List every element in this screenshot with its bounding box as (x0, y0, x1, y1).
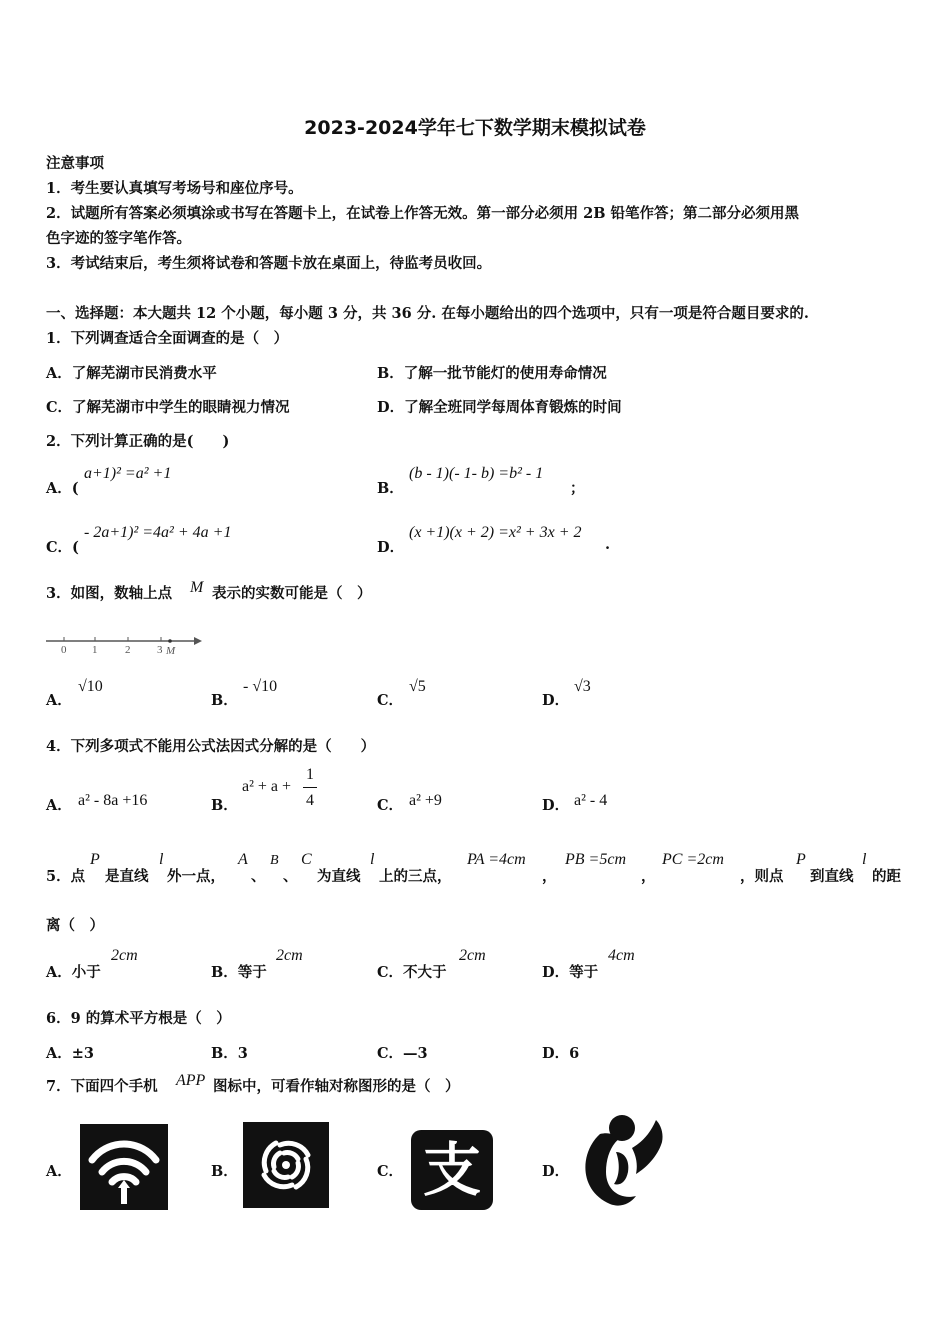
q5-text: 的距 (872, 868, 901, 885)
notice-item: 2．试题所有答案必须填涂或书写在答题卡上，在试卷上作答无效。第一部分必须用 2B 铅笔作答；第二部分必须用黑 (46, 205, 800, 222)
q5-pa: PA =4cm (467, 851, 526, 868)
q2-option-d-tail: . (605, 536, 611, 553)
q1-option-a: A．了解芜湖市民消费水平 (46, 365, 217, 382)
q3-option-a: A． (46, 692, 72, 709)
tick-label: 1 (92, 644, 98, 656)
tick-label: 2 (125, 644, 131, 656)
q5-pb: PB =5cm (565, 851, 626, 868)
q5-var-l: l (862, 851, 867, 868)
q3-stem-var: M (190, 579, 204, 596)
q5-pc: PC =2cm (662, 851, 724, 868)
q1-option-b: B．了解一批节能灯的使用寿命情况 (377, 365, 607, 382)
q5-var-a: A (238, 851, 248, 868)
q6-option-a: A．±3 (46, 1045, 94, 1062)
q2-option-c-expr: - 2a+1)² =4a² + 4a +1 (84, 524, 232, 541)
q5-var-l: l (370, 851, 375, 868)
q5-text: 上的三点， (379, 868, 452, 885)
q4-option-a: A． (46, 797, 72, 814)
fraction-bar (303, 787, 317, 788)
q5-text: 为直线 (317, 868, 361, 885)
q4-option-b-val: a² + a + (242, 778, 292, 795)
q5-var-p: P (90, 851, 100, 868)
q5-sep: 、 (283, 868, 298, 885)
q2-option-d: D． (377, 539, 405, 556)
q5-comma: ， (641, 868, 656, 885)
q5-option-c-val: 2cm (459, 947, 486, 964)
q4-option-b: B． (211, 797, 238, 814)
q2-option-d-expr: (x +1)(x + 2) =x² + 3x + 2 (409, 524, 582, 541)
q5-option-a: A．小于 (46, 964, 101, 981)
q3-stem-pre: 3．如图，数轴上点 (46, 585, 173, 602)
q7-stem-pre: 7．下面四个手机 (46, 1078, 158, 1095)
q5-var-p: P (796, 851, 806, 868)
q3-option-b-val: - √10 (243, 678, 278, 695)
q5-text: ，则点 (740, 868, 784, 885)
q7-stem-post: 图标中，可看作轴对称图形的是（ ） (213, 1078, 460, 1095)
q4-option-c-val: a² +9 (409, 792, 442, 809)
point-label: M (166, 645, 176, 657)
q2-option-b: B． (377, 480, 404, 497)
q5-text: 到直线 (810, 868, 854, 885)
q2-option-c: C．( (46, 539, 79, 556)
page-title: 2023-2024学年七下数学期末模拟试卷 (304, 117, 646, 139)
q5-text: 5．点 (46, 868, 86, 885)
q2-option-a-expr: a+1)² =a² +1 (84, 465, 172, 482)
notice-heading: 注意事项 (46, 155, 104, 172)
q3-stem-post: 表示的实数可能是（ ） (212, 585, 372, 602)
q7-stem-var: APP (176, 1072, 206, 1089)
point-m (168, 639, 172, 643)
q5-option-a-val: 2cm (111, 947, 138, 964)
q6-option-b: B．3 (211, 1045, 248, 1062)
q4-stem: 4．下列多项式不能用公式法因式分解的是（ ） (46, 738, 376, 755)
alipay-icon: 支 (411, 1130, 493, 1210)
q4-option-b-denominator: 4 (306, 792, 314, 809)
q6-stem: 6．9 的算术平方根是（ ） (46, 1010, 231, 1027)
number-line (44, 630, 204, 658)
q6-option-d: D．6 (542, 1045, 580, 1062)
q5-option-d: D．等于 (542, 964, 599, 981)
q5-text: 是直线 (105, 868, 149, 885)
q3-option-c-val: √5 (409, 678, 426, 695)
q5-comma: ， (542, 868, 557, 885)
q1-option-c: C．了解芜湖市中学生的眼睛视力情况 (46, 399, 290, 416)
q5-var-c: C (301, 851, 312, 868)
q6-option-c: C．—3 (377, 1045, 428, 1062)
q5-text-line2: 离（ ） (46, 917, 104, 934)
q3-option-d-val: √3 (574, 678, 591, 695)
q5-var-b: B (270, 853, 279, 868)
tick-label: 3 (157, 644, 163, 656)
section-heading: 一、选择题：本大题共 12 个小题，每小题 3 分，共 36 分. 在每小题给出的四个选项中，只有一项是符合题目要求的. (46, 305, 809, 322)
q7-option-a: A． (46, 1163, 72, 1180)
q3-option-c: C． (377, 692, 404, 709)
q7-option-d: D． (542, 1163, 570, 1180)
q1-option-d: D．了解全班同学每周体育锻炼的时间 (377, 399, 622, 416)
q5-text: 外一点， (167, 868, 225, 885)
notice-item: 色字迹的签字笔作答。 (46, 230, 191, 247)
q5-var-l: l (159, 851, 164, 868)
q4-option-d-val: a² - 4 (574, 792, 608, 809)
q2-option-b-tail: ； (570, 480, 585, 497)
person-logo-icon (580, 1112, 668, 1210)
wifi-icon (80, 1124, 168, 1210)
q5-option-b: B．等于 (211, 964, 267, 981)
q4-option-a-val: a² - 8a +16 (78, 792, 148, 809)
notice-item: 1．考生要认真填写考场号和座位序号。 (46, 180, 303, 197)
q3-option-b: B． (211, 692, 238, 709)
q2-option-b-expr: (b - 1)(- 1- b) =b² - 1 (409, 465, 544, 482)
number-line-arrow (194, 637, 202, 645)
tick-label: 0 (61, 644, 67, 656)
q3-option-d: D． (542, 692, 570, 709)
q2-option-a: A．( (46, 480, 79, 497)
q4-option-d: D． (542, 797, 570, 814)
q7-option-b: B． (211, 1163, 238, 1180)
q4-option-b-numerator: 1 (306, 766, 314, 783)
q7-option-c: C． (377, 1163, 404, 1180)
q3-option-a-val: √10 (78, 678, 103, 695)
q5-option-d-val: 4cm (608, 947, 635, 964)
swirl-icon (243, 1122, 329, 1208)
q5-option-c: C．不大于 (377, 964, 447, 981)
q5-option-b-val: 2cm (276, 947, 303, 964)
q5-sep: 、 (251, 868, 266, 885)
q4-option-c: C． (377, 797, 404, 814)
q2-stem: 2．下列计算正确的是( ) (46, 433, 230, 450)
notice-item: 3．考试结束后，考生须将试卷和答题卡放在桌面上，待监考员收回。 (46, 255, 492, 272)
q1-stem: 1．下列调查适合全面调查的是（ ） (46, 330, 289, 347)
